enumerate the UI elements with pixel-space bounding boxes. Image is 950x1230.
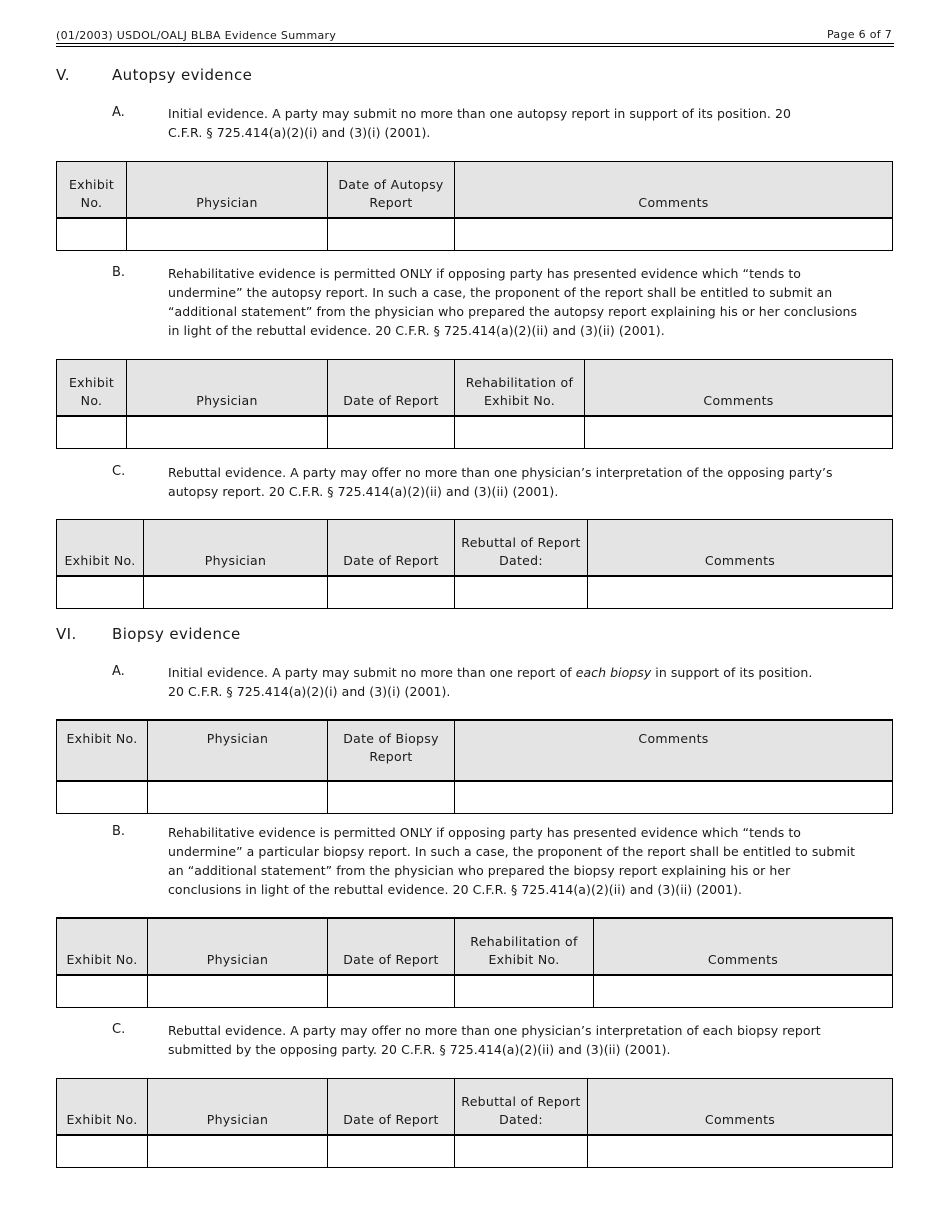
col-comments: Comments bbox=[455, 162, 893, 219]
subsection-text: Rebuttal evidence. A party may offer no more than one physician’s interpretation of each biopsy report submitted by the opposing party. 20 C.F.R. § 725.414(a)(2)(ii) and (3)(ii) (2001). bbox=[168, 1023, 821, 1057]
date-cell[interactable] bbox=[328, 416, 455, 449]
table-row bbox=[57, 576, 893, 609]
exhibit-no-cell[interactable] bbox=[57, 1135, 148, 1168]
autopsy-rehab-table bbox=[56, 359, 893, 449]
subsection-text: Rebuttal evidence. A party may offer no more than one physician’s interpretation of the opposing party’s autopsy report. 20 C.F.R. § 725.414(a)(2)(ii) and (3)(ii) (2001). bbox=[168, 465, 833, 499]
col-comments: Comments bbox=[585, 360, 893, 417]
subsection-letter: B. bbox=[112, 824, 126, 839]
page-number: Page 6 of 7 bbox=[826, 28, 892, 41]
col-date: Date of Report bbox=[328, 520, 455, 577]
subsection-lead: Rebuttal evidence. bbox=[168, 465, 287, 480]
table-row bbox=[57, 1135, 893, 1168]
subsection-lead: Initial evidence. bbox=[168, 106, 269, 121]
col-rehabilitation: Rehabilitation of Exhibit No. bbox=[455, 918, 594, 975]
subsection-text: Rehabilitative evidence is permitted ONLY if opposing party has presented evidence which “tends to undermine” a particular biopsy report. In such a case, the proponent of the report shall be entitled to submit an “additional statement” from the physician who prepared the biopsy report explaining his or her conclusions in light of the rebuttal evidence. 20 C.F.R. § 725.414(a)(2)(ii) and (3)(ii) (2001). bbox=[168, 825, 856, 897]
section-title: Biopsy evidence bbox=[112, 625, 241, 643]
physician-cell[interactable] bbox=[127, 218, 328, 251]
section-title: Autopsy evidence bbox=[112, 66, 253, 84]
subsection-letter: C. bbox=[112, 464, 126, 479]
physician-cell[interactable] bbox=[148, 781, 328, 814]
comments-cell[interactable] bbox=[455, 218, 893, 251]
col-rehabilitation: Rehabilitation of Exhibit No. bbox=[455, 360, 585, 417]
col-exhibit-no: Exhibit No. bbox=[57, 1079, 148, 1136]
subsection-letter: B. bbox=[112, 265, 126, 280]
col-comments: Comments bbox=[594, 918, 893, 975]
col-rebuttal: Rebuttal of Report Dated: bbox=[455, 520, 588, 577]
subsection-lead: Rehabilitative evidence bbox=[168, 266, 316, 281]
col-date: Date of Report bbox=[328, 360, 455, 417]
col-physician: Physician bbox=[144, 520, 328, 577]
date-cell[interactable] bbox=[328, 576, 455, 609]
comments-cell[interactable] bbox=[585, 416, 893, 449]
col-exhibit-no: Exhibit No. bbox=[57, 520, 144, 577]
biopsy-rehab-table bbox=[56, 917, 893, 1008]
comments-cell[interactable] bbox=[594, 975, 893, 1008]
table-row bbox=[57, 975, 893, 1008]
section-number: V. bbox=[56, 66, 70, 84]
exhibit-no-cell[interactable] bbox=[57, 576, 144, 609]
subsection-letter: A. bbox=[112, 664, 125, 679]
rebuttal-cell[interactable] bbox=[455, 576, 588, 609]
col-physician: Physician bbox=[148, 918, 328, 975]
date-cell[interactable] bbox=[328, 781, 455, 814]
subsection-lead: Rebuttal evidence. bbox=[168, 1023, 287, 1038]
physician-cell[interactable] bbox=[148, 1135, 328, 1168]
col-date: Date of Report bbox=[328, 1079, 455, 1136]
col-exhibit-no: Exhibit No. bbox=[57, 720, 148, 781]
col-exhibit-no: Exhibit No. bbox=[57, 360, 127, 417]
physician-cell[interactable] bbox=[144, 576, 328, 609]
table-row bbox=[57, 416, 893, 449]
date-cell[interactable] bbox=[328, 1135, 455, 1168]
col-rebuttal: Rebuttal of Report Dated: bbox=[455, 1079, 588, 1136]
subsection-lead: Initial evidence. bbox=[168, 665, 269, 680]
subsection-lead: Rehabilitative evidence bbox=[168, 825, 316, 840]
date-cell[interactable] bbox=[328, 218, 455, 251]
comments-cell[interactable] bbox=[455, 781, 893, 814]
col-physician: Physician bbox=[127, 360, 328, 417]
rehabilitation-cell[interactable] bbox=[455, 975, 594, 1008]
col-physician: Physician bbox=[148, 720, 328, 781]
exhibit-no-cell[interactable] bbox=[57, 416, 127, 449]
subsection-letter: A. bbox=[112, 105, 125, 120]
comments-cell[interactable] bbox=[588, 576, 893, 609]
autopsy-rebuttal-table bbox=[56, 519, 893, 609]
subsection-text: Rehabilitative evidence is permitted ONLY if opposing party has presented evidence which “tends to undermine” the autopsy report. In such a case, the proponent of the report shall be entitled to submit an “additional statement” from the physician who prepared the autopsy report explaining his or her conclusions in light of the rebuttal evidence. 20 C.F.R. § 725.414(a)(2)(ii) and (3)(ii) (2001). bbox=[168, 266, 858, 338]
col-comments: Comments bbox=[588, 520, 893, 577]
col-physician: Physician bbox=[127, 162, 328, 219]
col-date: Date of Autopsy Report bbox=[328, 162, 455, 219]
section-number: VI. bbox=[56, 625, 77, 643]
date-cell[interactable] bbox=[328, 975, 455, 1008]
biopsy-initial-table bbox=[56, 719, 893, 814]
physician-cell[interactable] bbox=[127, 416, 328, 449]
header-rule bbox=[56, 43, 894, 44]
col-comments: Comments bbox=[455, 720, 893, 781]
form-id: (01/2003) USDOL/OALJ BLBA Evidence Summary bbox=[56, 29, 337, 42]
exhibit-no-cell[interactable] bbox=[57, 218, 127, 251]
col-exhibit-no: Exhibit No. bbox=[57, 162, 127, 219]
subsection-text: Initial evidence. A party may submit no more than one report of each biopsy in support of its position. 20 C.F.R. § 725.414(a)(2)(i) and (3)(i) (2001). bbox=[168, 665, 813, 699]
autopsy-initial-table bbox=[56, 161, 893, 251]
biopsy-rebuttal-table bbox=[56, 1078, 893, 1168]
table-row bbox=[57, 781, 893, 814]
table-row bbox=[57, 218, 893, 251]
col-date: Date of Report bbox=[328, 918, 455, 975]
col-date: Date of Biopsy Report bbox=[328, 720, 455, 781]
subsection-text: Initial evidence. A party may submit no more than one autopsy report in support of its position. 20 C.F.R. § 725.414(a)(2)(i) and (3)(i) (2001). bbox=[168, 106, 791, 140]
col-physician: Physician bbox=[148, 1079, 328, 1136]
exhibit-no-cell[interactable] bbox=[57, 975, 148, 1008]
rebuttal-cell[interactable] bbox=[455, 1135, 588, 1168]
col-exhibit-no: Exhibit No. bbox=[57, 918, 148, 975]
header-rule bbox=[56, 46, 894, 47]
physician-cell[interactable] bbox=[148, 975, 328, 1008]
subsection-letter: C. bbox=[112, 1022, 126, 1037]
exhibit-no-cell[interactable] bbox=[57, 781, 148, 814]
comments-cell[interactable] bbox=[588, 1135, 893, 1168]
rehabilitation-cell[interactable] bbox=[455, 416, 585, 449]
col-comments: Comments bbox=[588, 1079, 893, 1136]
